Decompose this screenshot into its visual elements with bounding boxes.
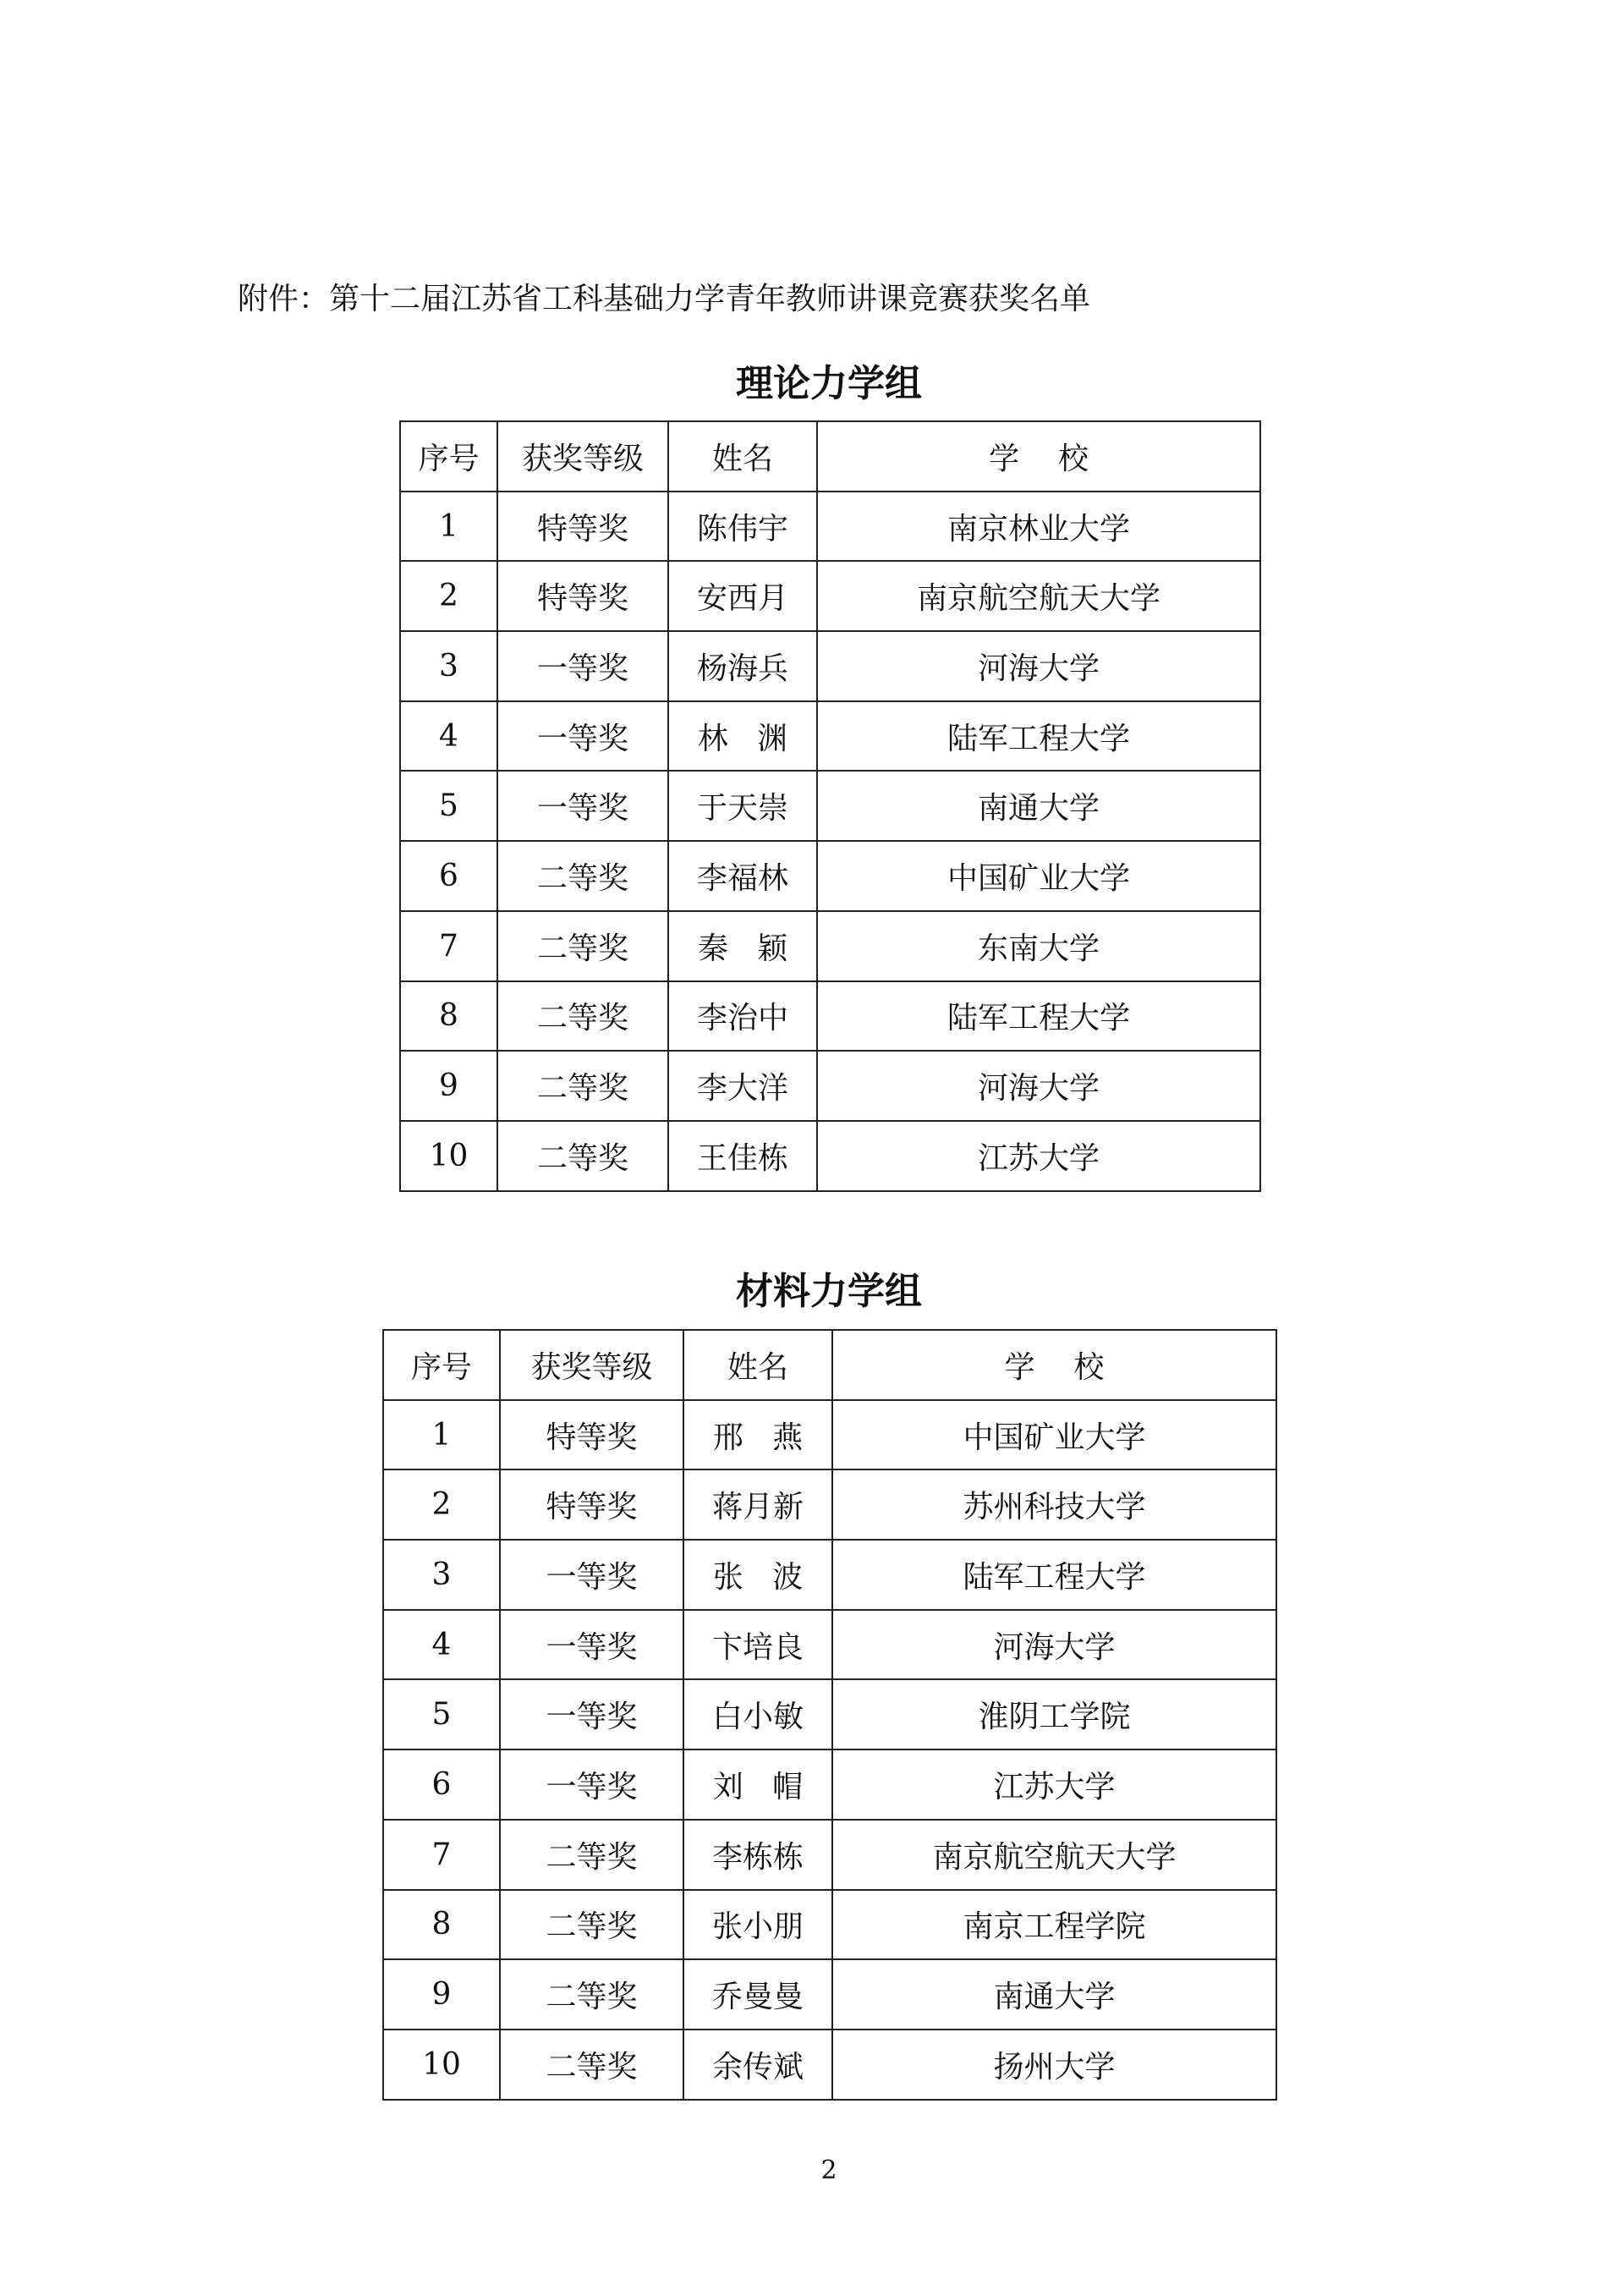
- cell-index: 8: [400, 981, 497, 1052]
- cell-level: 特等奖: [500, 1469, 683, 1540]
- cell-level: 二等奖: [500, 2030, 683, 2100]
- cell-name: 卞培良: [683, 1610, 832, 1680]
- cell-level: 二等奖: [500, 1890, 683, 1960]
- cell-name: 王佳栋: [668, 1121, 817, 1191]
- cell-school: 陆军工程大学: [817, 701, 1260, 772]
- cell-level: 一等奖: [500, 1679, 683, 1749]
- cell-index: 1: [400, 492, 497, 562]
- table-row: [383, 2030, 1276, 2100]
- table-row: [383, 1890, 1276, 1960]
- cell-index: 9: [400, 1051, 497, 1121]
- cell-name: 余传斌: [683, 2030, 832, 2100]
- table-row: [383, 1540, 1276, 1610]
- cell-index: 3: [383, 1540, 500, 1610]
- cell-level: 一等奖: [500, 1749, 683, 1820]
- header-index: 序号: [400, 421, 497, 492]
- cell-school: 陆军工程大学: [832, 1540, 1276, 1610]
- header-name: 姓名: [683, 1330, 832, 1400]
- cell-name: 林 渊: [668, 701, 817, 772]
- cell-name: 李栋栋: [683, 1820, 832, 1890]
- cell-school: 河海大学: [817, 631, 1260, 701]
- cell-level: 二等奖: [497, 1051, 668, 1121]
- header-level: 获奖等级: [497, 421, 668, 492]
- table-row: [400, 631, 1260, 701]
- header-school: 学 校: [832, 1330, 1276, 1400]
- table-row: [400, 841, 1260, 911]
- cell-school: 南京林业大学: [817, 492, 1260, 562]
- cell-name: 蒋月新: [683, 1469, 832, 1540]
- cell-index: 2: [400, 561, 497, 631]
- cell-name: 陈伟宇: [668, 492, 817, 562]
- cell-level: 二等奖: [497, 1121, 668, 1191]
- table-row: [400, 771, 1260, 841]
- cell-school: 南京航空航天大学: [832, 1820, 1276, 1890]
- cell-index: 2: [383, 1469, 500, 1540]
- table-row: [383, 1820, 1276, 1890]
- cell-name: 刘 帽: [683, 1749, 832, 1820]
- section-title-material-mechanics: 材料力学组: [736, 1270, 922, 1313]
- award-table-material-mechanics: [382, 1329, 1277, 2101]
- cell-name: 张小朋: [683, 1890, 832, 1960]
- cell-school: 东南大学: [817, 911, 1260, 981]
- cell-level: 一等奖: [497, 701, 668, 772]
- table-row: [400, 492, 1260, 562]
- cell-level: 二等奖: [500, 1959, 683, 2030]
- section-title-theoretical-mechanics: 理论力学组: [736, 362, 922, 405]
- cell-school: 河海大学: [817, 1051, 1260, 1121]
- cell-name: 李治中: [668, 981, 817, 1052]
- cell-name: 于天崇: [668, 771, 817, 841]
- cell-name: 李大洋: [668, 1051, 817, 1121]
- header-school: 学 校: [817, 421, 1260, 492]
- cell-level: 二等奖: [497, 981, 668, 1052]
- cell-name: 杨海兵: [668, 631, 817, 701]
- header-level: 获奖等级: [500, 1330, 683, 1400]
- table-row: [400, 911, 1260, 981]
- cell-index: 6: [400, 841, 497, 911]
- cell-index: 5: [400, 771, 497, 841]
- cell-school: 中国矿业大学: [817, 841, 1260, 911]
- table-row: [383, 1400, 1276, 1470]
- table-header-row: [383, 1330, 1276, 1400]
- page-number: 2: [820, 2156, 837, 2185]
- table-row: [383, 1749, 1276, 1820]
- cell-index: 3: [400, 631, 497, 701]
- cell-school: 南京航空航天大学: [817, 561, 1260, 631]
- cell-index: 6: [383, 1749, 500, 1820]
- table-row: [383, 1469, 1276, 1540]
- cell-index: 7: [383, 1820, 500, 1890]
- cell-name: 张 波: [683, 1540, 832, 1610]
- cell-school: 江苏大学: [832, 1749, 1276, 1820]
- cell-level: 一等奖: [497, 771, 668, 841]
- table-row: [383, 1679, 1276, 1749]
- cell-index: 4: [383, 1610, 500, 1680]
- cell-school: 淮阴工学院: [832, 1679, 1276, 1749]
- cell-index: 10: [383, 2030, 500, 2100]
- cell-school: 南通大学: [832, 1959, 1276, 2030]
- cell-name: 安西月: [668, 561, 817, 631]
- attachment-title: 附件：第十二届江苏省工科基础力学青年教师讲课竞赛获奖名单: [238, 282, 1091, 316]
- cell-name: 白小敏: [683, 1679, 832, 1749]
- cell-name: 乔曼曼: [683, 1959, 832, 2030]
- cell-level: 特等奖: [497, 561, 668, 631]
- table-row: [400, 981, 1260, 1052]
- cell-index: 5: [383, 1679, 500, 1749]
- cell-level: 一等奖: [497, 631, 668, 701]
- cell-name: 邢 燕: [683, 1400, 832, 1470]
- header-name: 姓名: [668, 421, 817, 492]
- table-row: [383, 1610, 1276, 1680]
- cell-level: 二等奖: [497, 841, 668, 911]
- cell-index: 7: [400, 911, 497, 981]
- cell-school: 陆军工程大学: [817, 981, 1260, 1052]
- cell-school: 苏州科技大学: [832, 1469, 1276, 1540]
- cell-level: 二等奖: [497, 911, 668, 981]
- cell-school: 中国矿业大学: [832, 1400, 1276, 1470]
- table-row: [400, 1051, 1260, 1121]
- cell-index: 10: [400, 1121, 497, 1191]
- cell-level: 特等奖: [497, 492, 668, 562]
- cell-school: 南通大学: [817, 771, 1260, 841]
- header-index: 序号: [383, 1330, 500, 1400]
- cell-index: 4: [400, 701, 497, 772]
- award-table-theoretical-mechanics: [399, 420, 1261, 1192]
- table-row: [383, 1959, 1276, 2030]
- cell-name: 李福林: [668, 841, 817, 911]
- table-row: [400, 701, 1260, 772]
- cell-school: 河海大学: [832, 1610, 1276, 1680]
- cell-school: 扬州大学: [832, 2030, 1276, 2100]
- cell-level: 特等奖: [500, 1400, 683, 1470]
- table-row: [400, 561, 1260, 631]
- cell-level: 二等奖: [500, 1820, 683, 1890]
- cell-level: 一等奖: [500, 1610, 683, 1680]
- cell-school: 南京工程学院: [832, 1890, 1276, 1960]
- cell-index: 8: [383, 1890, 500, 1960]
- cell-school: 江苏大学: [817, 1121, 1260, 1191]
- cell-index: 1: [383, 1400, 500, 1470]
- table-header-row: [400, 421, 1260, 492]
- cell-level: 一等奖: [500, 1540, 683, 1610]
- cell-name: 秦 颖: [668, 911, 817, 981]
- cell-index: 9: [383, 1959, 500, 2030]
- table-row: [400, 1121, 1260, 1191]
